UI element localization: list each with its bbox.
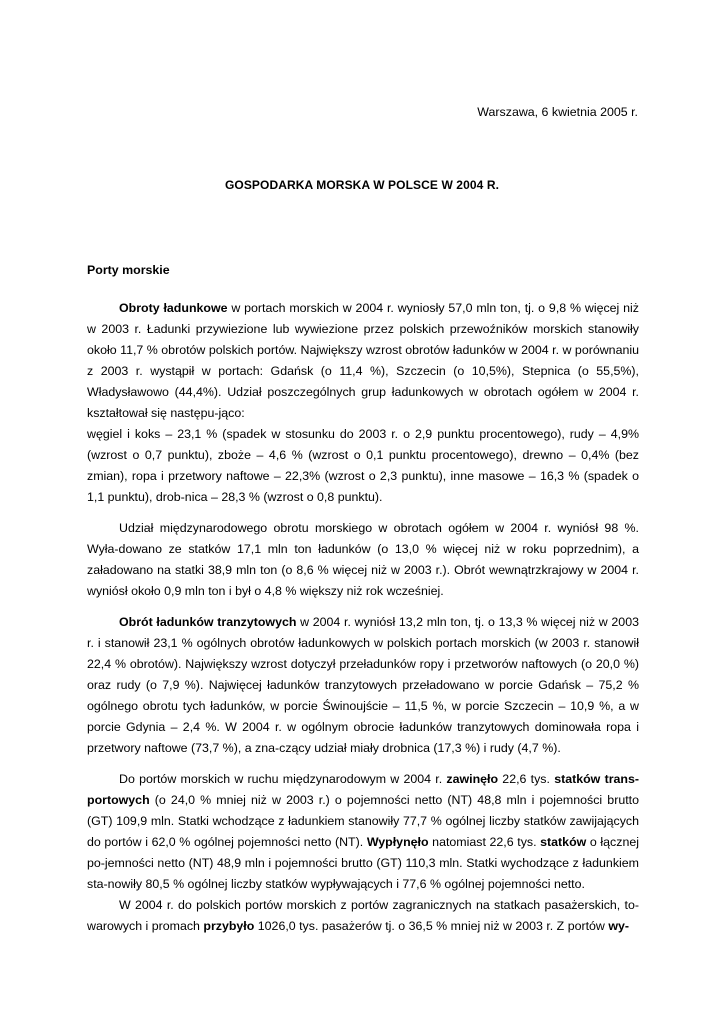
document-date: Warszawa, 6 kwietnia 2005 r. [477,105,638,119]
paragraph-text: w portach morskich w 2004 r. wyniosły 57,0 mln ton, tj. o 9,8 % więcej niż w 2003 r. Ładunki przywiezione lub wywiezione przez polskich przewoźników morskich stanowiły około 11,7 % obrotów polskich portów. Największy wzrost obrotów ładunków w 2004 r. w porównaniu z 2003 r. wystąpił w portach: Gdańsk (o 11,4 %), Szczecin (o 10,5%), Stepnica (o 55,5%), Władysławowo (44,4%). Udział poszczególnych grup ładunkowych w obrotach ogółem w 2004 r. kształtował się następu-jąco: [87,301,639,420]
paragraph-text: Do portów morskich w ruchu międzynarodowym w 2004 r. [119,772,447,786]
paragraph-text: w 2004 r. wyniósł 13,2 mln ton, tj. o 13,3 % więcej niż w 2003 r. i stanowił 23,1 % ogólnych obrotów ładunkowych w polskich portach morskich (w 2003 r. stanowił 22,4 % obrotów). Największy wzrost dotyczył przeładunków ropy i przetworów naftowych (o 20,0 %) oraz rudy (o 7,9 %). Najwięcej ładunków tranzytowych przeładowano w porcie Gdańsk – 75,2 % ogólnego obrotu tych ładunków, w porcie Świnoujście – 11,5 %, w porcie Szczecin – 10,9 %, a w porcie Gdynia – 2,4 %. W 2004 r. w ogólnym obrocie ładunków tranzytowych dominowała ropa i przetwory naftowe (73,7 %), a zna-czący udział miały drobnica (17,3 %) i rudy (4,7 %). [87,615,639,755]
paragraph-cargo-turnover [87,298,639,424]
bold-term: wy- [608,919,629,933]
paragraph-cargo-groups: węgiel i koks – 23,1 % (spadek w stosunku do 2003 r. o 2,9 punktu procentowego), rudy – 4,9% (wzrost o 0,7 punktu), zboże – 4,6 % (wzrost o 0,1 punktu procentowego), drewno – 0,4% (bez zmian), ropa i przetwory naftowe – 22,3% (wzrost o 2,3 punktu), inne masowe – 16,3 % (spadek o 1,1 punktu), drob-nica – 28,3 % (wzrost o 0,8 punktu). [87,427,639,504]
paragraph-international-share: Udział międzynarodowego obrotu morskiego w obrotach ogółem w 2004 r. wyniósł 98 %. Wyła-dowano ze statków 17,1 mln ton ładunków (o 13,0 % więcej niż w roku poprzednim), a załadowano na statki 38,9 mln ton (o 8,6 % więcej niż w 2003 r.). Obrót wewnątrzkrajowy w 2004 r. wyniósł około 0,9 mln ton i był o 4,8 % większy niż rok wcześniej. [87,521,639,598]
paragraph-text: o łącznej po-jemności netto (NT) 48,9 mln i pojemności brutto (GT) 110,3 mln. Statki wychodzące z ładunkiem sta-nowiły 80,5 % ogólnej liczby statków wypływających i 77,6 % ogólnej pojemności netto. [87,835,639,891]
paragraph-ship-traffic [87,769,639,895]
bold-term: przybyło [203,919,255,933]
document-body [87,298,639,937]
section-heading: Porty morskie [87,263,170,277]
paragraph-text: 22,6 tys. [498,772,555,786]
paragraph-text: 1026,0 tys. pasażerów tj. o 36,5 % mniej niż w 2003 r. Z portów [254,919,609,933]
bold-term: Wypłynęło [366,835,429,849]
bold-term: statków trans-portowych [87,772,639,807]
document-title: GOSPODARKA MORSKA W POLSCE W 2004 R. [224,178,500,192]
paragraph-passengers [87,895,639,937]
paragraph-transit-cargo [87,612,639,759]
bold-term: Obrót ładunków tranzytowych [119,615,297,629]
bold-term: zawinęło [446,772,499,786]
paragraph-text: W 2004 r. do polskich portów morskich z portów zagranicznych na statkach pasażerskich, to-warowych i promach [87,898,639,933]
paragraph-text: natomiast 22,6 tys. [428,835,541,849]
bold-term: Obroty ładunkowe [119,301,228,315]
paragraph-text: (o 24,0 % mniej niż w 2003 r.) o pojemności netto (NT) 48,8 mln i pojemności brutto (GT) 109,9 mln. Statki wchodzące z ładunkiem stanowiły 77,7 % ogólnej liczby statków zawijających do portów i 62,0 % ogólnej pojemności netto (NT). [87,793,639,849]
bold-term: statków [540,835,587,849]
